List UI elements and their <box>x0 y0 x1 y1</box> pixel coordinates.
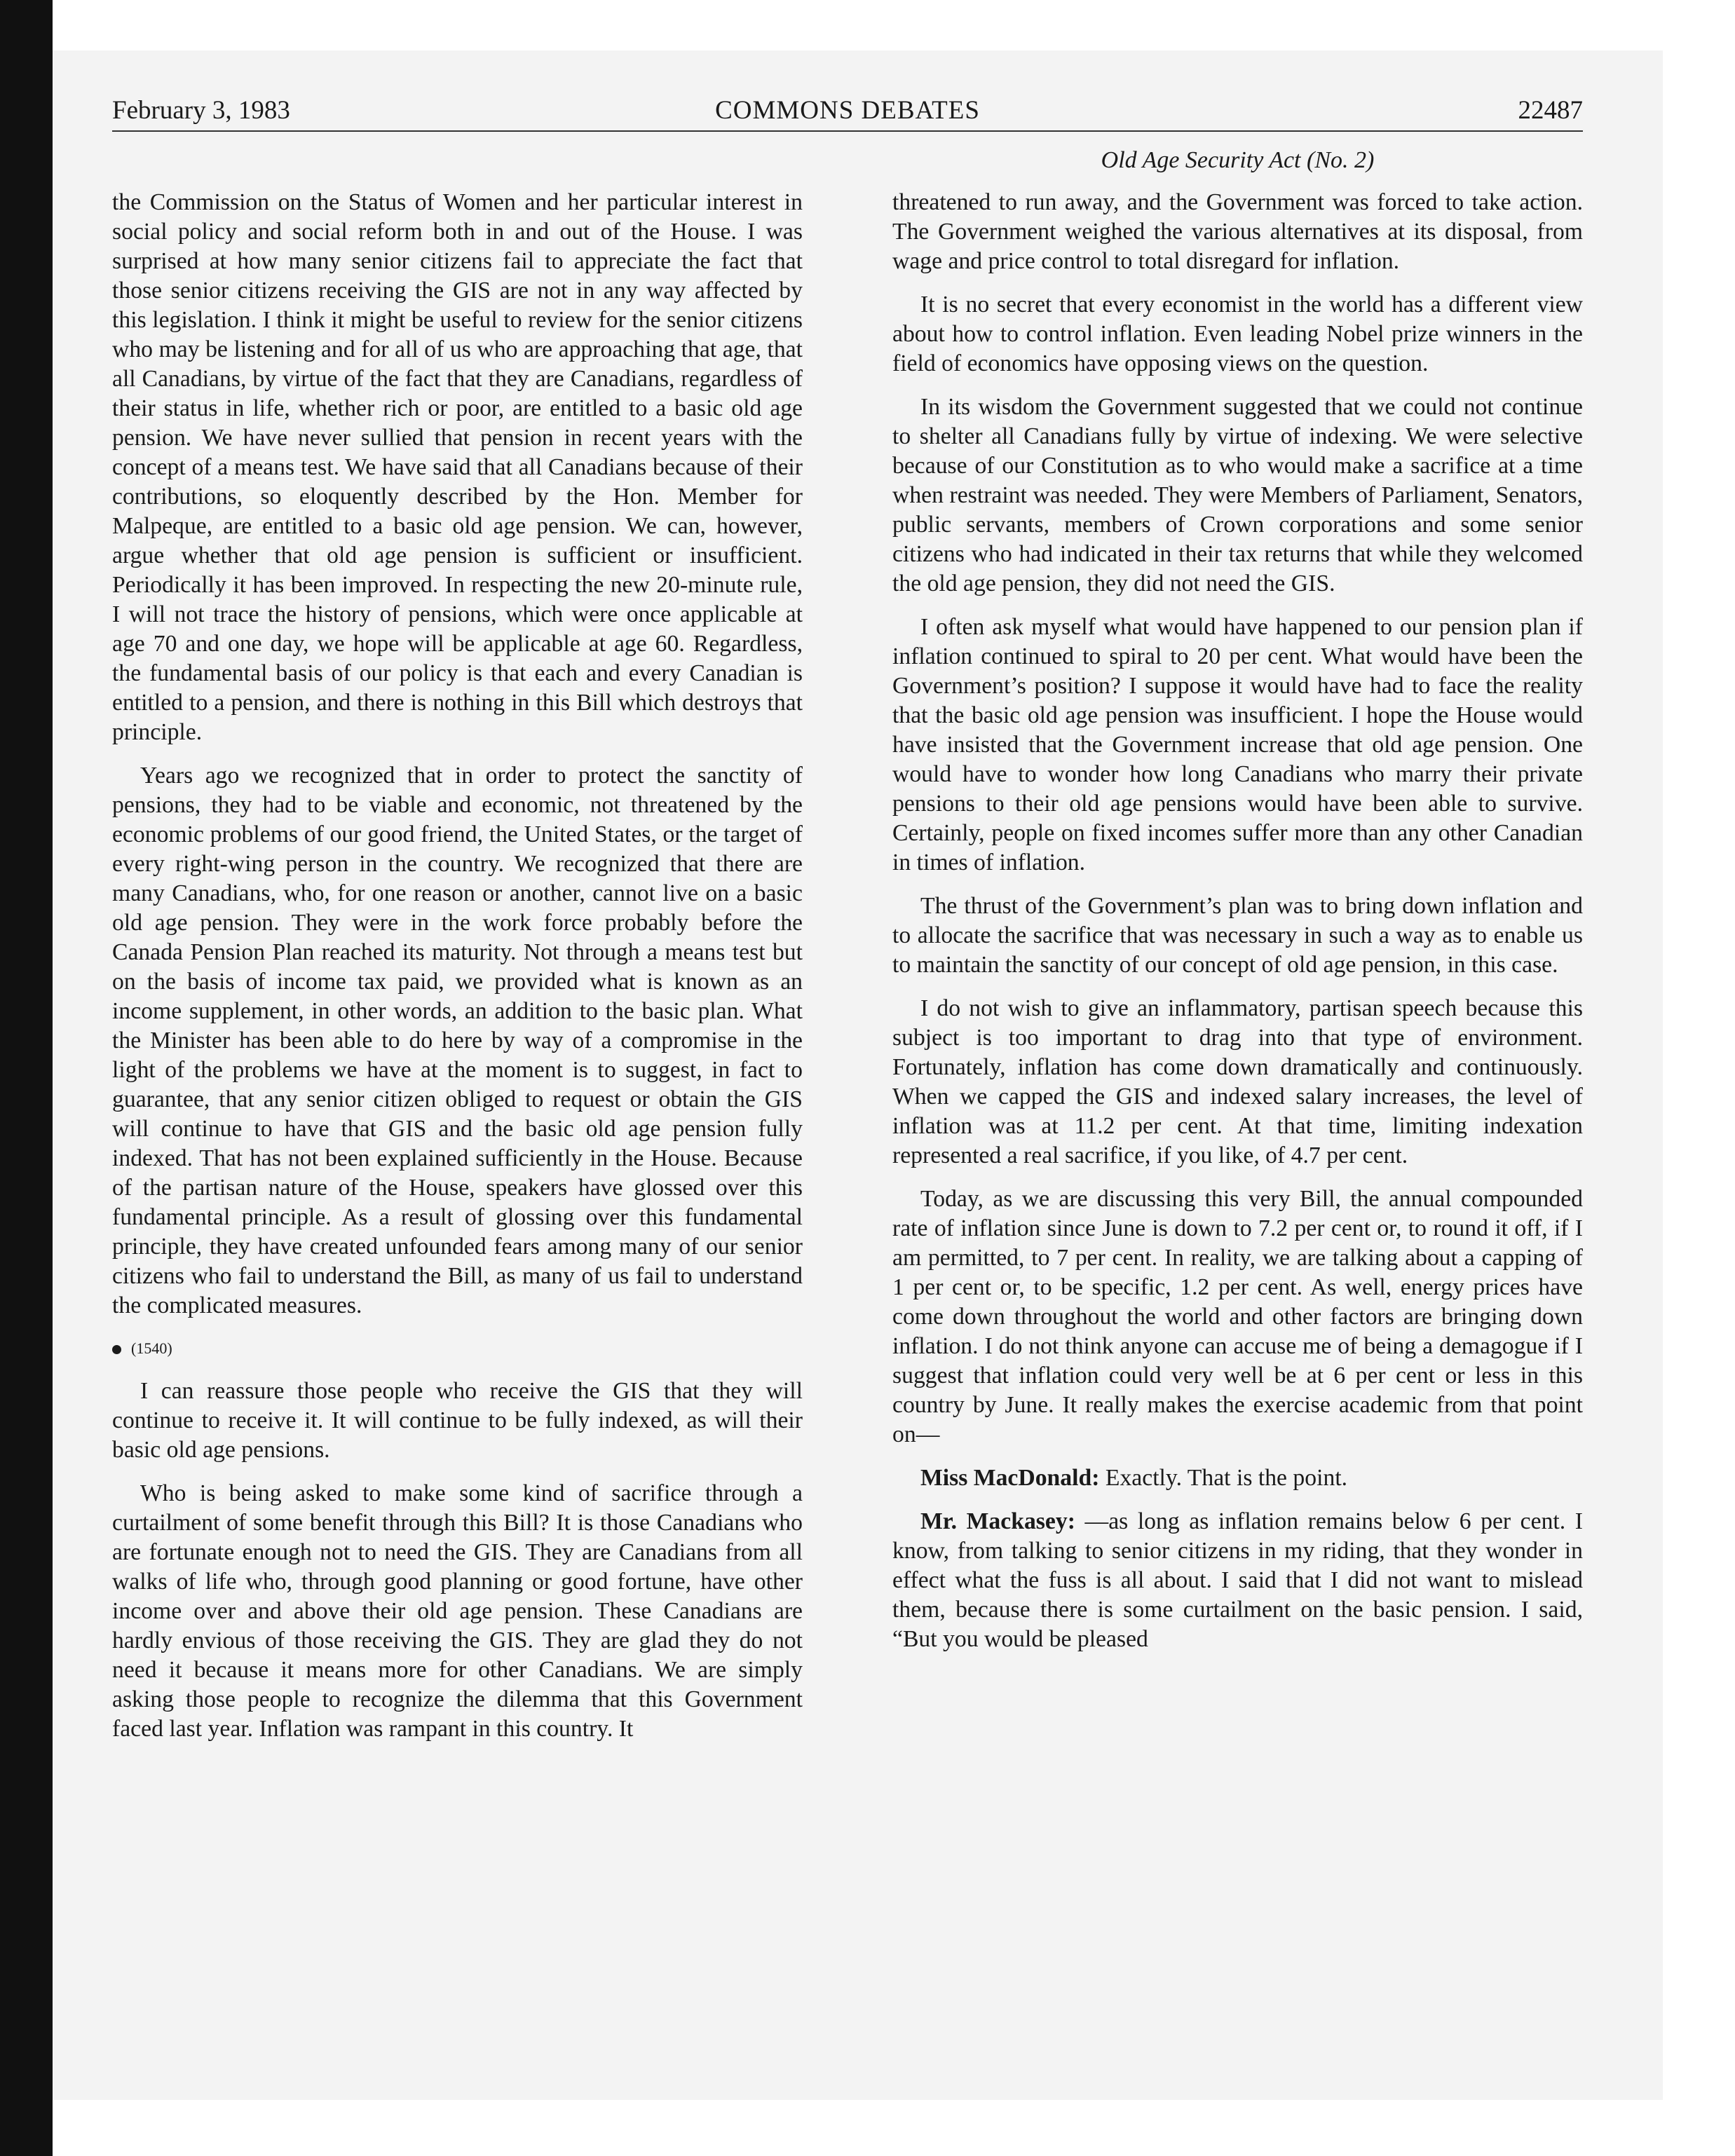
speech-paragraph <box>892 1464 1583 1493</box>
bullet-dot-icon <box>112 1345 121 1354</box>
time-marker-text: (1540) <box>131 1339 172 1357</box>
page-number: 22487 <box>1518 96 1583 125</box>
paragraph: I do not wish to give an inflammatory, partisan speech because this subject is too important to drag into that type of environment. Fortunately, inflation has come down dramatically and continuously. When we capped the GIS and indexed salary increases, the level of inflation was at 11.2 per cent. At that time, limiting indexation represented a real sacrifice, if you like, of 4.7 per cent. <box>892 995 1583 1168</box>
speech-text: Exactly. That is the point. <box>1099 1465 1348 1491</box>
paragraph: the Commission on the Status of Women and her particular interest in social policy and social reform both in and out of the House. I was surprised at how many senior citizens fail to appreciate the fact that those senior citizens receiving the GIS are not in any way affected by this legislation. I think it might be useful to review for the senior citizens who may be listening and for all of us who are approaching that age, that all Canadians, by virtue of the fact that they are Canadians, regardless of their status in life, whether rich or poor, are entitled to a basic old age pension. We have never sullied that pension in recent years with the concept of a means test. We have said that all Canadians because of their contributions, so eloquently described by the Hon. Member for Malpeque, are entitled to a basic old age pension. We can, however, argue whether that old age pension is sufficient or insufficient. Periodically it has been improved. In respecting the new 20-minute rule, I will not trace the history of pensions, which were once applicable at age 70 and one day, we hope will be applicable at age 60. Regardless, the fundamental basis of our policy is that each and every Canadian is entitled to a pension, and there is nothing in this Bill which destroys that principle. <box>112 189 803 745</box>
speech-text: —as long as inflation remains below 6 per cent. I know, from talking to senior citizens in my riding, that they wonder in effect what the fuss is all about. I said that I did not want to mislead them, because there is some curtailment on the basic pension. I said, “But you would be pleased <box>892 1508 1583 1652</box>
paragraph: threatened to run away, and the Government was forced to take action. The Government weighed the various alternatives at its disposal, from wage and price control to total disregard for inflation. <box>892 189 1583 274</box>
paragraph: The thrust of the Government’s plan was to bring down inflation and to allocate the sacrifice that was necessary in such a way as to enable us to maintain the sanctity of our concept of old age pension, in this case. <box>892 893 1583 978</box>
paragraph: I often ask myself what would have happened to our pension plan if inflation continued to spiral to 20 per cent. What would have been the Government’s position? I suppose it would have had to face the reality that the basic old age pension was insufficient. I hope the House would have insisted that the Government increase that old age pension. One would have to wonder how long Canadians who marry their private pensions to their old age pensions would have been able to survive. Certainly, people on fixed incomes suffer more than any other Canadian in times of inflation. <box>892 614 1583 875</box>
header-title: COMMONS DEBATES <box>715 96 980 125</box>
time-marker <box>112 1335 803 1363</box>
speaker-name: Mr. Mackasey: <box>920 1508 1075 1534</box>
paragraph: It is no secret that every economist in the world has a different view about how to control inflation. Even leading Nobel prize winners in the field of economics have opposing views on the question. <box>892 292 1583 376</box>
paragraph: Years ago we recognized that in order to protect the sanctity of pensions, they had to be viable and economic, not threatened by the economic problems of our good friend, the United States, or the target of every right-wing person in the country. We recognized that there are many Canadians, who, for one reason or another, cannot live on a basic old age pension. They were in the work force probably before the Canada Pension Plan reached its maturity. Not through a means test but on the basis of income tax paid, we provided what is known as an income supplement, in other words, an addition to the basic plan. What the Minister has been able to do here by way of a compromise in the light of the problems we have at the moment is to suggest, in fact to guarantee, that any senior citizen obliged to request or obtain the GIS will continue to have that GIS and the basic old age pension fully indexed. That has not been explained sufficiently in the House. Because of the partisan nature of the House, speakers have glossed over this fundamental principle. As a result of glossing over this fundamental principle, they have created unfounded fears among many of our senior citizens who fail to understand the Bill, as many of us fail to understand the complicated measures. <box>112 763 803 1318</box>
header-date: February 3, 1983 <box>112 96 290 125</box>
speaker-name: Miss MacDonald: <box>920 1465 1100 1491</box>
page-header <box>112 91 1583 132</box>
scan-edge <box>0 0 53 2156</box>
speech-paragraph <box>892 1507 1583 1654</box>
paragraph: Today, as we are discussing this very Bill, the annual compounded rate of inflation since June is down to 7.2 per cent or, to round it off, if I am permitted, to 7 per cent. In reality, we are talking about a capping of 1 per cent or, to be specific, 1.2 per cent. As well, energy prices have come down throughout the world and other factors are bringing down inflation. I do not think anyone can accuse me of being a demagogue if I suggest that inflation could very well be at 6 per cent or less in this country by June. It really makes the exercise academic from that point on— <box>892 1186 1583 1447</box>
paragraph: In its wisdom the Government suggested that we could not continue to shelter all Canadians fully by virtue of indexing. We were selective because of our Constitution as to who would make a sacrifice at a time when restraint was needed. They were Members of Parliament, Senators, public servants, members of Crown corporations and some senior citizens who had indicated in their tax returns that while they welcomed the old age pension, they did not need the GIS. <box>892 394 1583 596</box>
right-column <box>892 188 1583 1668</box>
left-column <box>112 188 803 1758</box>
paragraph: I can reassure those people who receive the GIS that they will continue to receive it. It will continue to be fully indexed, as will their basic old age pensions. <box>112 1378 803 1463</box>
running-head: Old Age Security Act (No. 2) <box>1101 147 1375 173</box>
paragraph: Who is being asked to make some kind of sacrifice through a curtailment of some benefit through this Bill? It is those Canadians who are fortunate enough not to need the GIS. They are Canadians from all walks of life who, through good planning or good fortune, have other income over and above their old age pension. These Canadians are hardly envious of those receiving the GIS. They are glad they do not need it because it means more for other Canadians. We are simply asking those people to recognize the dilemma that this Government faced last year. Inflation was rampant in this country. It <box>112 1480 803 1742</box>
